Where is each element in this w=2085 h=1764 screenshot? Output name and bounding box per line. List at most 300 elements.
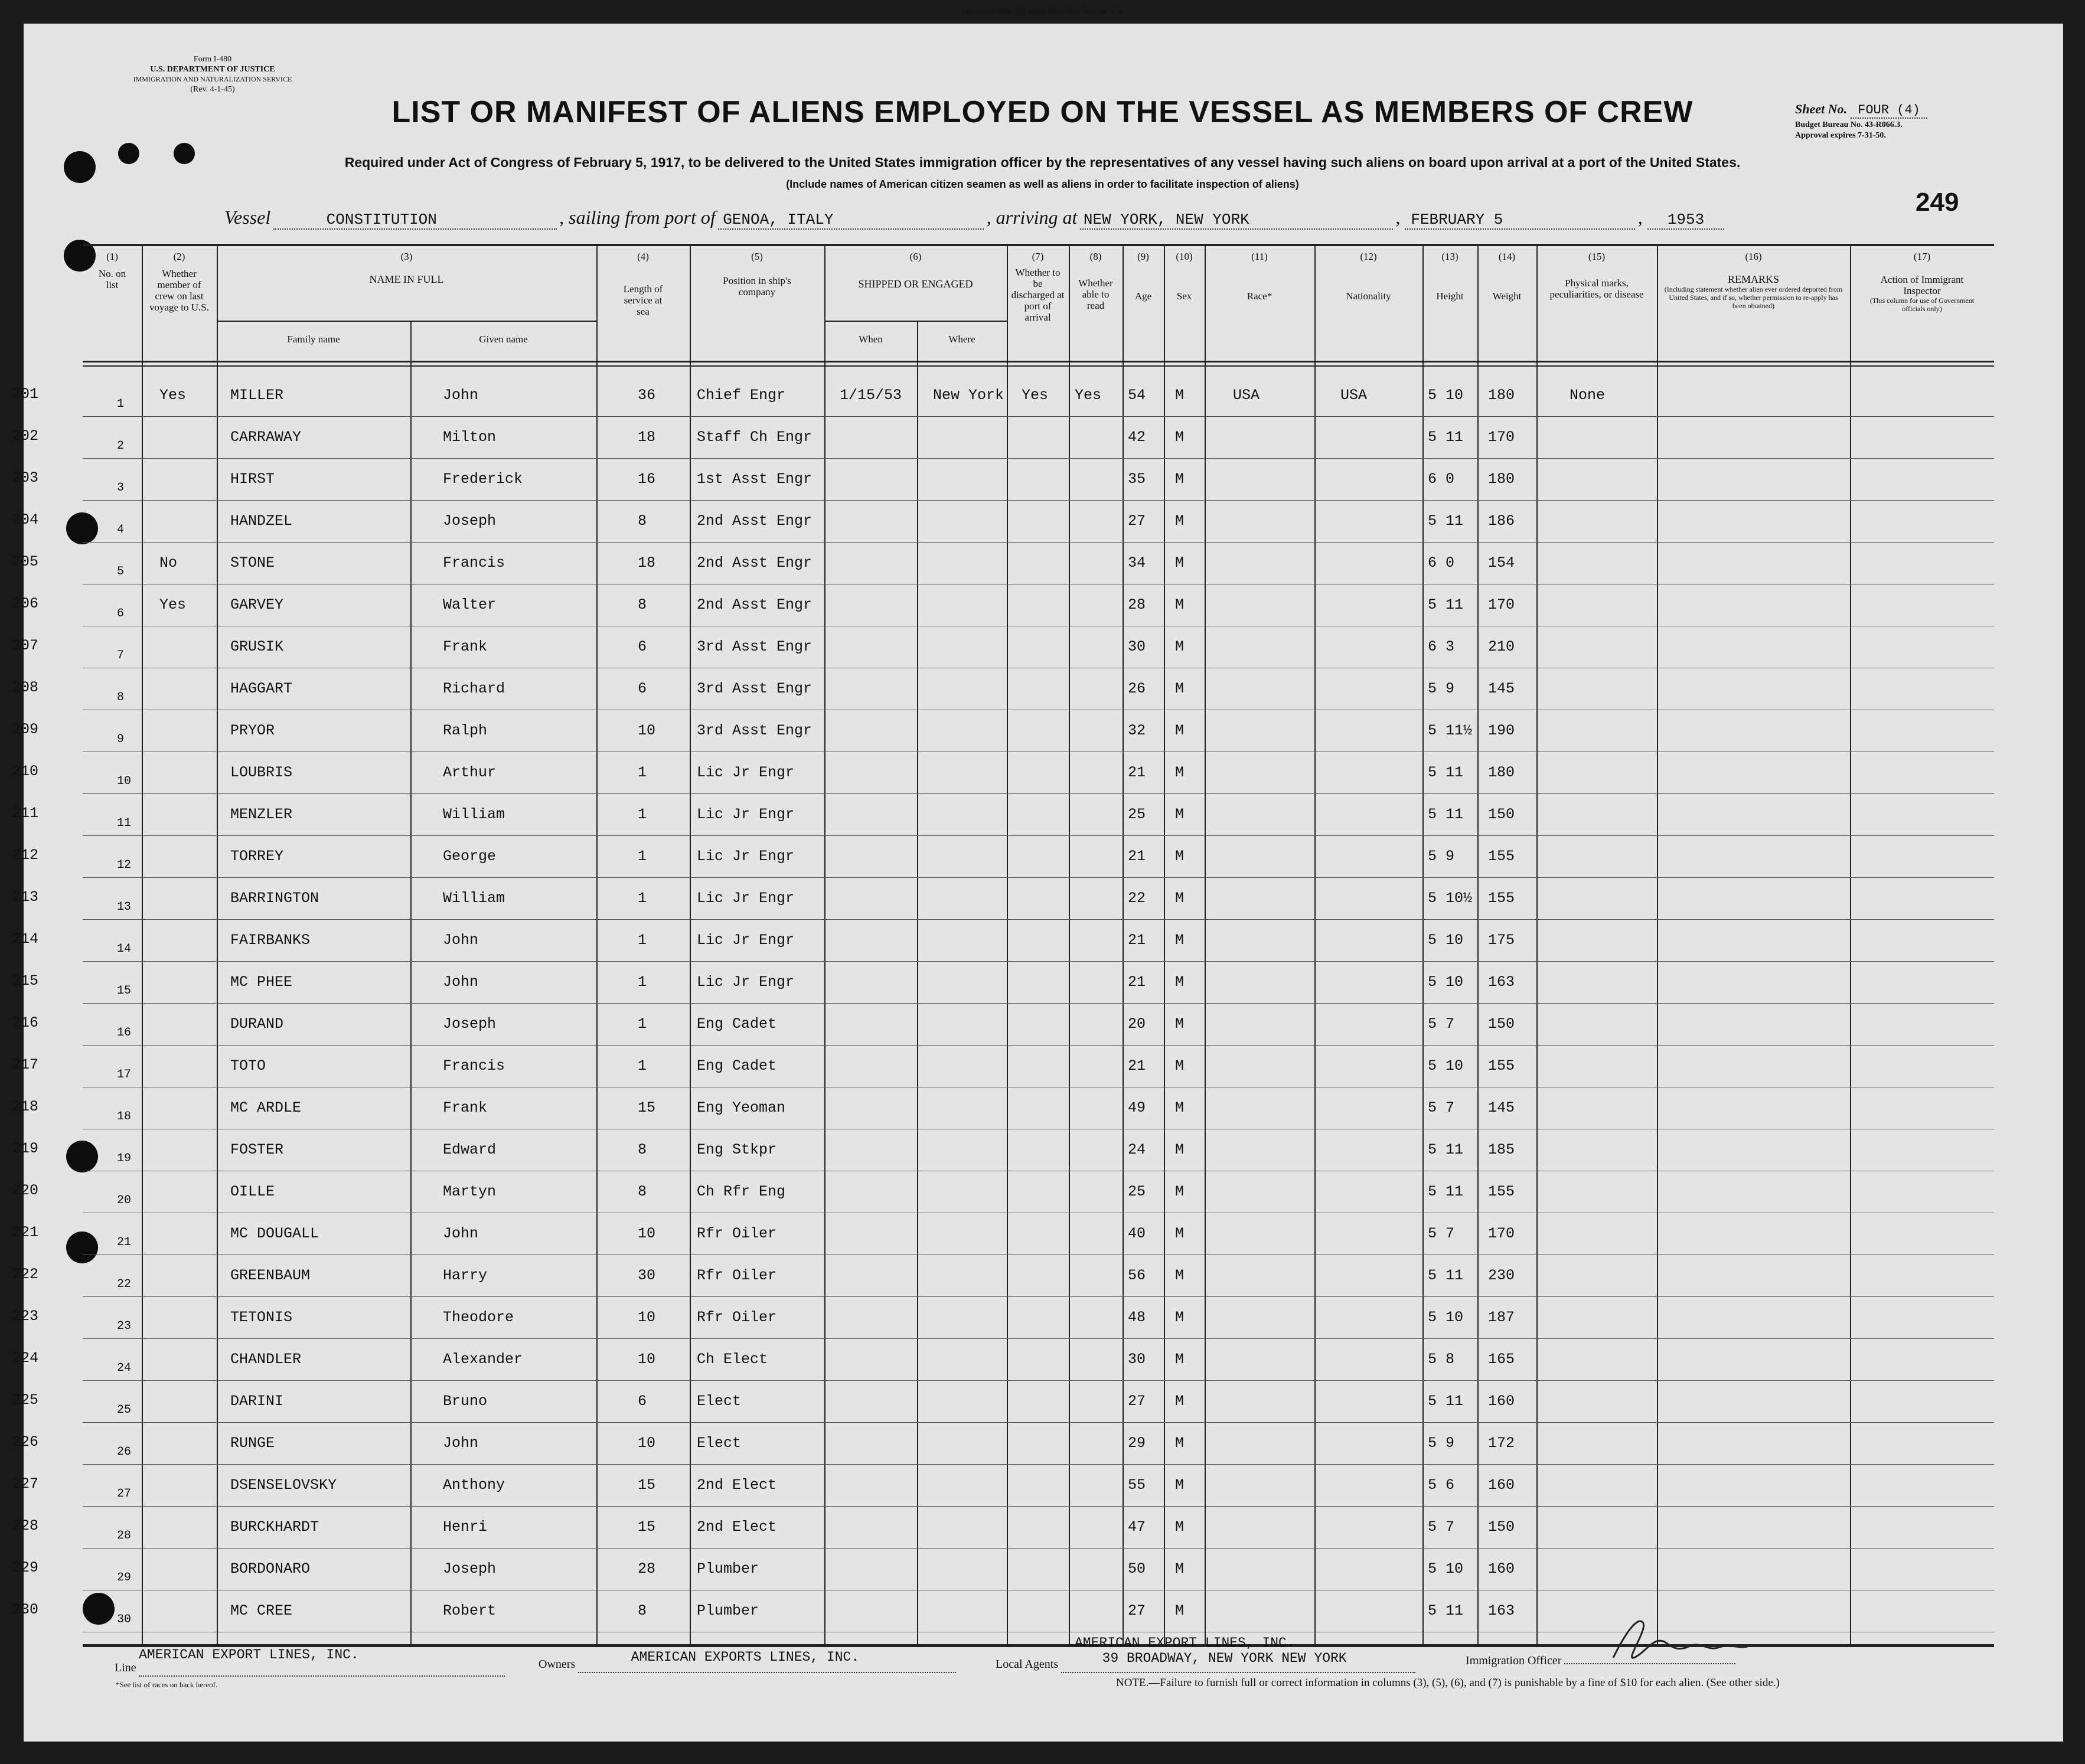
row-rule [83,500,1994,501]
cell-family: STONE [230,554,275,571]
cell-given: John [443,932,479,949]
table-row [12,1217,1994,1259]
row-rule [83,919,1994,920]
table-row [12,881,1994,924]
cell-sex: M [1175,1560,1185,1577]
cell-height: 5 10 [1428,1309,1464,1326]
cell-age: 21 [1128,848,1146,865]
cell-age: 24 [1128,1141,1146,1158]
col12-header: (12) Nationality [1346,251,1391,302]
table-row [12,1175,1994,1217]
table-row [12,1133,1994,1175]
cell-age: 25 [1128,1183,1146,1200]
cell-weight: 155 [1488,848,1515,865]
subtitle: Required under Act of Congress of February 5, 1917, to be delivered to the United States immigration officer by the representatives of any vessel having such aliens on board upon arrival at a port of the United States. [344,155,1741,170]
cell-weight: 145 [1488,680,1515,697]
cell-family: CHANDLER [230,1351,302,1368]
cell-family: FOSTER [230,1141,284,1158]
page-title: LIST OR MANIFEST OF ALIENS EMPLOYED ON THE VESSEL AS MEMBERS OF CREW [391,95,1694,129]
cell-given: Francis [443,1057,505,1074]
cell-service: 8 [638,1602,647,1619]
cell-age: 55 [1128,1476,1146,1494]
cell-height: 5 6 [1428,1476,1455,1494]
list-line-number: 28 [117,1529,132,1543]
cell-service: 10 [638,1225,656,1242]
cell-service: 1 [638,806,647,823]
cell-family: TETONIS [230,1309,293,1326]
cell-age: 29 [1128,1435,1146,1452]
col2-header: (2) Whether member of crew on last voyage to U.S. [149,251,210,313]
col16-header: (16) REMARKS (Including statement whether alien ever ordered deported from United States, and if so, whether permission to re-apply has been obtained) [1664,251,1843,310]
cell-age: 49 [1128,1099,1146,1116]
cell-height: 5 11 [1428,1141,1464,1158]
cell-service: 1 [638,932,647,949]
cell-sex: M [1175,1476,1185,1494]
cell-sex: M [1175,848,1185,865]
cell-height: 5 11 [1428,1393,1464,1410]
cell-position: 3rd Asst Engr [697,680,813,697]
cell-given: Milton [443,429,497,446]
cell-nationality: USA [1340,387,1368,404]
cell-service: 18 [638,554,656,571]
cell-height: 5 11 [1428,806,1464,823]
list-line-number: 29 [117,1571,132,1585]
agents-value-2: 39 BROADWAY, NEW YORK NEW YORK [1102,1651,1347,1666]
cell-position: 2nd Asst Engr [697,596,813,613]
cell-marks: None [1570,387,1606,404]
rule [83,361,1994,362]
cell-height: 5 10 [1428,1560,1464,1577]
cell-family: PRYOR [230,722,275,739]
owners-label: Owners [539,1658,576,1671]
cell-service: 10 [638,1435,656,1452]
rule [83,365,1994,367]
list-line-number: 24 [117,1361,132,1375]
cell-weight: 150 [1488,1015,1515,1033]
cell-family: GREENBAUM [230,1267,311,1284]
sheet-row-number: 218 [12,1098,39,1115]
sheet-row-number: 230 [12,1601,39,1618]
cell-age: 27 [1128,1602,1146,1619]
vessel-label: Vessel [224,207,271,228]
sheet-number [1795,102,1927,117]
col10-header: (10) Sex [1176,251,1193,302]
cell-service: 36 [638,387,656,404]
when-header: When [859,334,883,345]
cell-position: Lic Jr Engr [697,806,795,823]
cell-weight: 172 [1488,1435,1515,1452]
cell-weight: 160 [1488,1393,1515,1410]
col3-header: (3) NAME IN FULL [369,251,444,285]
cell-service: 30 [638,1267,656,1284]
cell-family: FAIRBANKS [230,932,311,949]
list-line-number: 15 [117,984,132,998]
cell-height: 5 8 [1428,1351,1455,1368]
cell-given: Joseph [443,512,497,530]
cell-crew: Yes [159,596,187,613]
cell-sex: M [1175,1225,1185,1242]
list-line-number: 8 [117,691,125,704]
sheet-row-number: 208 [12,679,39,696]
cell-age: 28 [1128,596,1146,613]
cell-given: Harry [443,1267,488,1284]
cell-age: 40 [1128,1225,1146,1242]
cell-service: 6 [638,1393,647,1410]
table-row [12,965,1994,1008]
list-line-number: 16 [117,1026,132,1040]
cell-position: Lic Jr Engr [697,932,795,949]
cell-family: HAGGART [230,680,293,697]
line-value: AMERICAN EXPORT LINES, INC. [139,1647,359,1662]
sheet-row-number: 207 [12,637,39,654]
form-id-block [100,54,325,94]
cell-height: 5 10 [1428,1057,1464,1074]
row-rule [83,1548,1994,1549]
sailing-label: , sailing from port of [559,207,716,228]
cell-age: 35 [1128,471,1146,488]
cell-position: 1st Asst Engr [697,471,813,488]
col5-header: (5) Position in ship's company [723,251,791,298]
sheet-row-number: 224 [12,1350,39,1367]
list-line-number: 12 [117,858,132,872]
cell-height: 6 0 [1428,471,1455,488]
cell-age: 25 [1128,806,1146,823]
table-row [12,1426,1994,1469]
row-rule [83,1003,1994,1004]
cell-height: 5 11½ [1428,722,1473,739]
cell-age: 42 [1128,429,1146,446]
table-row [12,714,1994,756]
col4-header: (4) Length of service at sea [623,251,663,317]
sheet-row-number: 227 [12,1475,39,1492]
cell-sex: M [1175,596,1185,613]
cell-position: 2nd Elect [697,1476,777,1494]
cell-service: 10 [638,1309,656,1326]
cell-sex: M [1175,680,1185,697]
cell-family: BORDONARO [230,1560,311,1577]
list-line-number: 25 [117,1403,132,1417]
cell-weight: 155 [1488,890,1515,907]
cell-sex: M [1175,1602,1185,1619]
cell-sex: M [1175,471,1185,488]
cell-weight: 175 [1488,932,1515,949]
cell-position: Rfr Oiler [697,1225,777,1242]
cell-height: 5 10 [1428,932,1464,949]
vessel-name: CONSTITUTION [326,211,437,228]
table-row [12,378,1994,421]
cell-age: 30 [1128,638,1146,655]
cell-age: 27 [1128,1393,1146,1410]
cell-weight: 180 [1488,387,1515,404]
cell-given: Walter [443,596,497,613]
cell-position: 2nd Elect [697,1518,777,1536]
cell-sex: M [1175,512,1185,530]
cell-age: 26 [1128,680,1146,697]
sheet-value: FOUR (4) [1851,103,1927,119]
agents-field [996,1651,1415,1673]
arrival-date: FEBRUARY 5 [1411,211,1503,228]
cell-given: Henri [443,1518,488,1536]
cell-weight: 150 [1488,1518,1515,1536]
cell-position: 2nd Asst Engr [697,512,813,530]
cell-height: 5 11 [1428,1183,1464,1200]
cell-height: 5 7 [1428,1099,1455,1116]
cell-sex: M [1175,1057,1185,1074]
cell-family: MC CREE [230,1602,293,1619]
rule [824,321,1007,322]
service: IMMIGRATION AND NATURALIZATION SERVICE [133,75,292,83]
cell-weight: 180 [1488,764,1515,781]
list-line-number: 5 [117,565,125,579]
table-row [12,1007,1994,1050]
cell-height: 6 3 [1428,638,1455,655]
col15-header: (15) Physical marks, peculiarities, or disease [1549,251,1644,300]
officer-label: Immigration Officer [1466,1654,1562,1667]
cell-height: 5 9 [1428,680,1455,697]
cell-sex: M [1175,722,1185,739]
cell-where: New York [933,387,1004,404]
cell-service: 16 [638,471,656,488]
cell-given: Edward [443,1141,497,1158]
cell-age: 21 [1128,764,1146,781]
budget-bureau: Budget Bureau No. 43-R066.3. [1795,120,1903,129]
cell-given: John [443,387,479,404]
cell-age: 48 [1128,1309,1146,1326]
sheet-row-number: 201 [12,386,39,403]
cell-weight: 190 [1488,722,1515,739]
table-row [12,1468,1994,1511]
cell-height: 5 10½ [1428,890,1473,907]
cell-position: Eng Yeoman [697,1099,786,1116]
table-row [12,546,1994,589]
list-line-number: 10 [117,775,132,788]
given-name-header: Given name [479,334,528,345]
cell-given: Richard [443,680,505,697]
cell-given: William [443,806,505,823]
cell-service: 6 [638,680,647,697]
col8-header: (8) Whether able to read [1078,251,1113,311]
penalty-note: NOTE.—Failure to furnish full or correct information in columns (3), (5), (6), and (7) is punishable by a fine of $10 for each alien. (See other side.) [1116,1677,1780,1689]
cell-weight: 165 [1488,1351,1515,1368]
cell-family: OILLE [230,1183,275,1200]
list-line-number: 4 [117,523,125,537]
cell-family: TOTO [230,1057,266,1074]
cell-position: Elect [697,1435,742,1452]
sheet-row-number: 220 [12,1182,39,1199]
cell-weight: 163 [1488,974,1515,991]
cell-given: Arthur [443,764,497,781]
cell-service: 1 [638,890,647,907]
table-row [12,756,1994,798]
list-line-number: 21 [117,1236,132,1249]
cell-weight: 230 [1488,1267,1515,1284]
cell-service: 8 [638,1141,647,1158]
cell-age: 22 [1128,890,1146,907]
table-row [12,672,1994,714]
officer-signature [1601,1611,1755,1670]
cell-age: 34 [1128,554,1146,571]
department: U.S. DEPARTMENT OF JUSTICE [150,65,275,74]
cell-crew: No [159,554,178,571]
cell-position: Eng Cadet [697,1057,777,1074]
table-row [12,1384,1994,1427]
row-rule [83,1506,1994,1507]
cell-position: Ch Elect [697,1351,768,1368]
sheet-row-number: 219 [12,1140,39,1157]
table-row [12,798,1994,840]
sheet-row-number: 217 [12,1056,39,1073]
revision: (Rev. 4-1-45) [190,85,235,94]
table-row [12,1342,1994,1385]
cell-position: Plumber [697,1560,759,1577]
cell-height: 5 11 [1428,512,1464,530]
sheet-label: Sheet No. [1795,102,1847,116]
cell-service: 1 [638,974,647,991]
cell-position: Lic Jr Engr [697,974,795,991]
sheet-row-number: 210 [12,763,39,780]
cell-weight: 180 [1488,471,1515,488]
list-line-number: 17 [117,1068,132,1082]
cell-service: 1 [638,1015,647,1033]
cell-family: MC DOUGALL [230,1225,319,1242]
table-row [12,420,1994,463]
cell-weight: 170 [1488,1225,1515,1242]
cell-height: 5 9 [1428,848,1455,865]
cell-family: BARRINGTON [230,890,319,907]
line-field [115,1647,505,1677]
table-row [12,588,1994,631]
cell-service: 8 [638,512,647,530]
row-rule [83,542,1994,543]
row-rule [83,458,1994,459]
cell-sex: M [1175,1015,1185,1033]
cell-height: 5 11 [1428,429,1464,446]
cell-given: Bruno [443,1393,488,1410]
cell-position: Eng Cadet [697,1015,777,1033]
table-row [12,462,1994,505]
sheet-row-number: 225 [12,1391,39,1409]
cell-family: GARVEY [230,596,284,613]
col9-header: (9) Age [1134,251,1152,302]
list-line-number: 9 [117,733,125,746]
cell-family: GRUSIK [230,638,284,655]
form-number: Form I-480 [193,55,232,64]
cell-read: Yes [1075,387,1102,404]
table-row [12,923,1994,966]
sheet-row-number: 214 [12,930,39,948]
col14-header: (14) Weight [1492,251,1522,302]
arriving-label: , arriving at [986,207,1078,228]
cell-position: Ch Rfr Eng [697,1183,786,1200]
cell-family: BURCKHARDT [230,1518,319,1536]
cell-service: 18 [638,429,656,446]
cell-sex: M [1175,890,1185,907]
rule [83,244,1994,246]
cell-service: 15 [638,1476,656,1494]
cell-height: 5 11 [1428,596,1464,613]
cell-position: 3rd Asst Engr [697,722,813,739]
cell-sex: M [1175,1393,1185,1410]
cell-sex: M [1175,1435,1185,1452]
cell-given: Anthony [443,1476,505,1494]
arrival-year: 1953 [1667,211,1705,228]
sheet-row-number: 215 [12,972,39,989]
cell-weight: 155 [1488,1057,1515,1074]
row-rule [83,1464,1994,1465]
cell-family: HANDZEL [230,512,293,530]
table-row [12,1552,1994,1595]
sailing-port: GENOA, ITALY [723,211,834,228]
cell-height: 5 9 [1428,1435,1455,1452]
row-rule [83,1338,1994,1339]
table-row [12,839,1994,882]
cell-height: 5 11 [1428,1267,1464,1284]
cell-given: Francis [443,554,505,571]
cell-crew: Yes [159,387,187,404]
sheet-row-number: 216 [12,1014,39,1031]
cell-service: 10 [638,1351,656,1368]
cell-height: 5 7 [1428,1518,1455,1536]
cell-family: MILLER [230,387,284,404]
cell-position: 3rd Asst Engr [697,638,813,655]
cell-sex: M [1175,1351,1185,1368]
cell-given: John [443,974,479,991]
cell-age: 56 [1128,1267,1146,1284]
cell-sex: M [1175,764,1185,781]
cell-family: DURAND [230,1015,284,1033]
cell-sex: M [1175,554,1185,571]
cell-sex: M [1175,1267,1185,1284]
cell-given: Joseph [443,1560,497,1577]
arriving-port: NEW YORK, NEW YORK [1083,211,1249,228]
cell-sex: M [1175,974,1185,991]
cell-family: DSENSELOVSKY [230,1476,337,1494]
vessel-line: Vessel CONSTITUTION , sailing from port of GENOA, ITALY , arriving at NEW YORK, NEW YORK , FEBRUARY 5 , 1953 [224,207,1724,230]
cell-sex: M [1175,638,1185,655]
cell-family: CARRAWAY [230,429,302,446]
cell-position: Lic Jr Engr [697,890,795,907]
cell-position: Lic Jr Engr [697,764,795,781]
cell-age: 32 [1128,722,1146,739]
cell-given: John [443,1435,479,1452]
cell-given: John [443,1225,479,1242]
cell-service: 1 [638,764,647,781]
cell-age: 50 [1128,1560,1146,1577]
cell-when: 1/15/53 [840,387,902,404]
cell-position: Rfr Oiler [697,1267,777,1284]
cell-given: Alexander [443,1351,523,1368]
row-rule [83,793,1994,794]
list-line-number: 22 [117,1278,132,1291]
cell-service: 15 [638,1518,656,1536]
cell-height: 5 7 [1428,1225,1455,1242]
cell-weight: 160 [1488,1476,1515,1494]
cell-age: 20 [1128,1015,1146,1033]
row-rule [83,877,1994,878]
row-rule [83,416,1994,417]
table-row [12,1259,1994,1301]
cell-position: Eng Stkpr [697,1141,777,1158]
cell-position: Rfr Oiler [697,1309,777,1326]
agents-label: Local Agents [996,1658,1059,1671]
sheet-row-number: 213 [12,888,39,906]
cell-weight: 150 [1488,806,1515,823]
rule [217,321,596,322]
cell-discharged: Yes [1022,387,1049,404]
list-line-number: 6 [117,607,125,620]
cell-given: Frederick [443,471,523,488]
cell-family: MENZLER [230,806,293,823]
